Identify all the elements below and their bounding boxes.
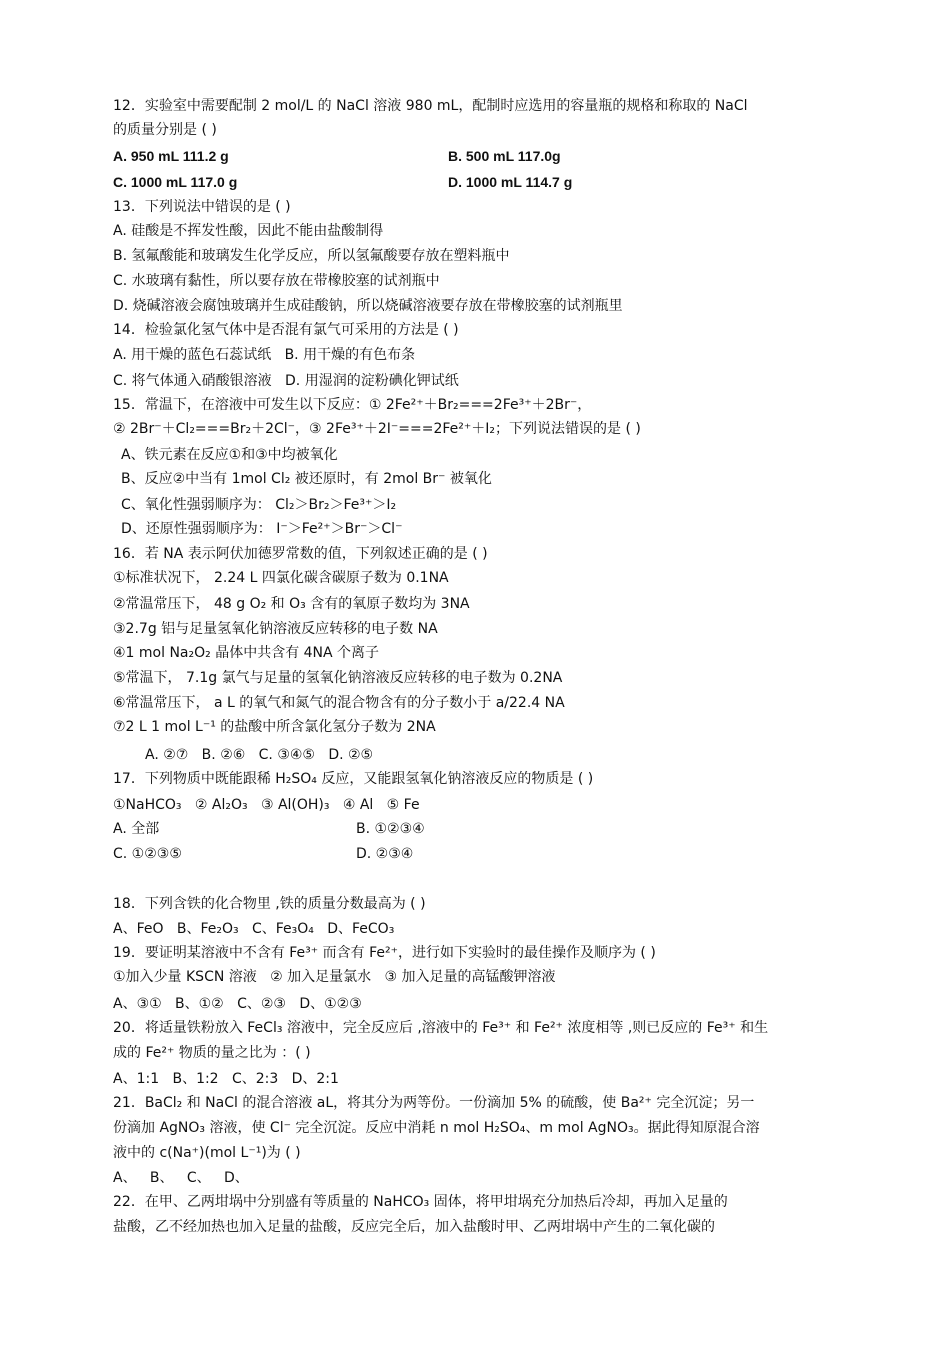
q18-stem: 18．下列含铁的化合物里 ,铁的质量分数最高为 ( ) [113,896,426,912]
q16-item-6: ⑥常温常压下， a L 的氧气和氮气的混合物含有的分子数小于 a/22.4 NA [113,695,565,711]
q18-options: A、FeO B、Fe₂O₃ C、Fe₃O₄ D、FeCO₃ [113,921,395,937]
q16-item-2: ②常温常压下， 48 g O₂ 和 O₃ 含有的氧原子数均为 3NA [113,596,470,612]
q16-item-5: ⑤常温下， 7.1g 氯气与足量的氢氧化钠溶液反应转移的电子数为 0.2NA [113,670,563,686]
q16-stem: 16．若 NA 表示阿伏加德罗常数的值，下列叙述正确的是 ( ) [113,546,488,562]
q16-options: A. ②⑦ B. ②⑥ C. ③④⑤ D. ②⑤ [145,747,374,763]
q17-option-c: C. ①②③⑤ [113,846,182,862]
q13-option-d: D. 烧碱溶液会腐蚀玻璃并生成硅酸钠，所以烧碱溶液要存放在带橡胶塞的试剂瓶里 [113,298,623,314]
q16-item-4: ④1 mol Na₂O₂ 晶体中共含有 4NA 个离子 [113,645,380,661]
q14-stem: 14．检验氯化氢气体中是否混有氯气可采用的方法是 ( ) [113,322,459,338]
q17-option-d: D. ②③④ [356,846,414,862]
q19-stem: 19．要证明某溶液中不含有 Fe³⁺ 而含有 Fe²⁺，进行如下实验时的最佳操作及顺序为 ( ) [113,945,656,961]
q20-stem-line2: 成的 Fe²⁺ 物质的量之比为 ：( ) [113,1045,311,1061]
q17-option-b: B. ①②③④ [356,821,425,837]
q12-stem-line1: 12．实验室中需要配制 2 mol/L 的 NaCl 溶液 980 mL，配制时应选用的容量瓶的规格和称取的 NaCl [113,98,748,114]
q12-option-d: D. 1000 mL 114.7 g [448,174,573,190]
q20-options: A、1:1 B、1:2 C、2:3 D、2:1 [113,1071,339,1087]
q15-option-c: C、氧化性强弱顺序为： Cl₂＞Br₂＞Fe³⁺＞I₂ [121,497,397,513]
q22-stem-line2: 盐酸，乙不经加热也加入足量的盐酸，反应完全后，加入盐酸时甲、乙两坩埚中产生的二氧化碳的 [113,1219,715,1235]
q21-stem-line1: 21．BaCl₂ 和 NaCl 的混合溶液 aL，将其分为两等份。一份滴加 5% 的硫酸，使 Ba²⁺ 完全沉淀；另一 [113,1095,755,1111]
q14-options-cd: C. 将气体通入硝酸银溶液 D. 用湿润的淀粉碘化钾试纸 [113,373,459,389]
q21-stem-line2: 份滴加 AgNO₃ 溶液，使 Cl⁻ 完全沉淀。反应中消耗 n mol H₂SO₄、m mol AgNO₃。据此得知原混合溶 [113,1120,760,1136]
q16-item-1: ①标准状况下， 2.24 L 四氯化碳含碳原子数为 0.1NA [113,570,449,586]
q15-option-b: B、反应②中当有 1mol Cl₂ 被还原时，有 2mol Br⁻ 被氧化 [121,471,492,487]
q19-items: ①加入少量 KSCN 溶液 ② 加入足量氯水 ③ 加入足量的高锰酸钾溶液 [113,969,556,985]
q13-stem: 13．下列说法中错误的是 ( ) [113,199,291,215]
q14-options-ab: A. 用干燥的蓝色石蕊试纸 B. 用干燥的有色布条 [113,347,416,363]
q15-stem-line1: 15．常温下，在溶液中可发生以下反应：① 2Fe²⁺＋Br₂===2Fe³⁺＋2Br⁻， [113,397,592,413]
q17-option-a: A. 全部 [113,821,160,837]
q15-option-d: D、还原性强弱顺序为： I⁻＞Fe²⁺＞Br⁻＞Cl⁻ [121,521,403,537]
q13-option-a: A. 硅酸是不挥发性酸，因此不能由盐酸制得 [113,223,384,239]
q12-option-a: A. 950 mL 111.2 g [113,148,229,164]
q12-stem-line2: 的质量分别是 ( ) [113,122,217,138]
q19-options: A、③① B、①② C、②③ D、①②③ [113,996,362,1012]
q17-stem: 17．下列物质中既能跟稀 H₂SO₄ 反应，又能跟氢氧化钠溶液反应的物质是 ( ) [113,771,594,787]
q15-stem-line2: ② 2Br⁻＋Cl₂===Br₂＋2Cl⁻，③ 2Fe³⁺＋2I⁻===2Fe²⁺＋I₂；下列说法错误的是 ( ) [113,421,641,437]
q16-item-7: ⑦2 L 1 mol L⁻¹ 的盐酸中所含氯化氢分子数为 2NA [113,719,436,735]
q12-option-b: B. 500 mL 117.0g [448,148,561,164]
q21-stem-line3: 液中的 c(Na⁺)(mol L⁻¹)为 ( ) [113,1145,301,1161]
q13-option-b: B. 氢氟酸能和玻璃发生化学反应，所以氢氟酸要存放在塑料瓶中 [113,248,510,264]
q12-option-c: C. 1000 mL 117.0 g [113,174,238,190]
q17-items: ①NaHCO₃ ② Al₂O₃ ③ Al(OH)₃ ④ Al ⑤ Fe [113,797,420,813]
q16-item-3: ③2.7g 铝与足量氢氧化钠溶液反应转移的电子数 NA [113,621,438,637]
q22-stem-line1: 22．在甲、乙两坩埚中分别盛有等质量的 NaHCO₃ 固体，将甲坩埚充分加热后冷却，再加入足量的 [113,1194,728,1210]
q13-option-c: C. 水玻璃有黏性，所以要存放在带橡胶塞的试剂瓶中 [113,273,440,289]
q20-stem-line1: 20．将适量铁粉放入 FeCl₃ 溶液中，完全反应后 ,溶液中的 Fe³⁺ 和 Fe²⁺ 浓度相等 ,则已反应的 Fe³⁺ 和生 [113,1020,769,1036]
q15-option-a: A、铁元素在反应①和③中均被氧化 [121,447,338,463]
q21-options: A、 B、 C、 D、 [113,1170,249,1186]
